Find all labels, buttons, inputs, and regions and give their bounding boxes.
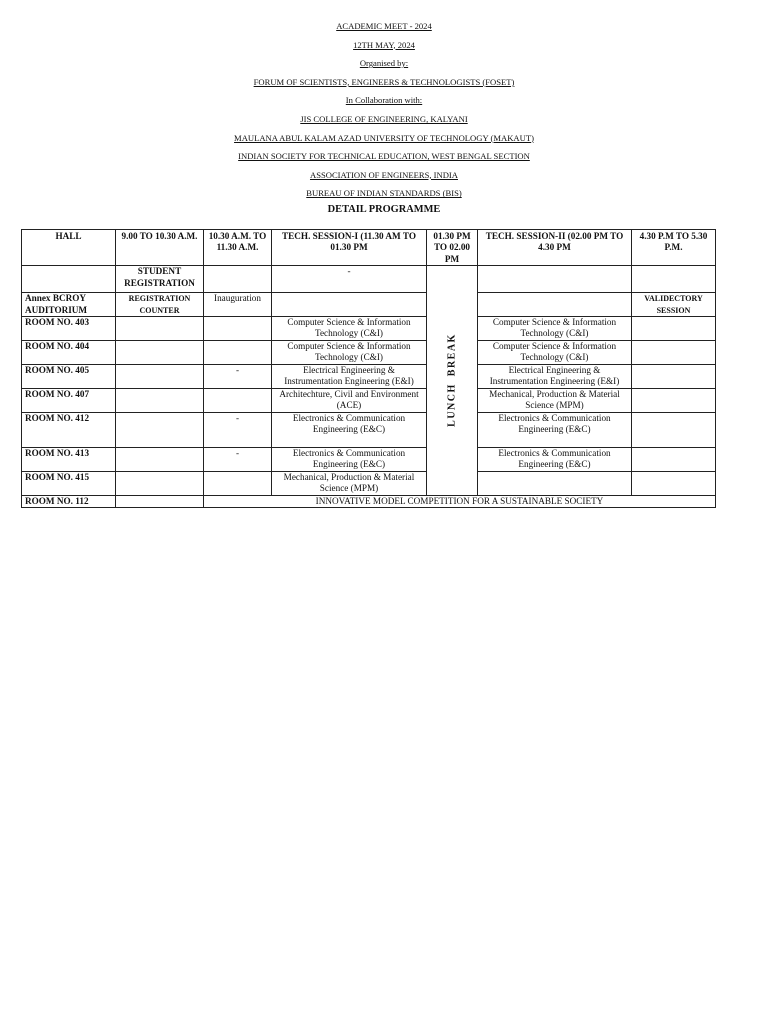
hall-cell: ROOM NO. 413: [22, 447, 116, 471]
programme-title: DETAIL PROGRAMME: [327, 204, 441, 215]
header-session-2: TECH. SESSION-II (02.00 PM TO 4.30 PM: [478, 230, 632, 266]
session-1-cell: Computer Science & Information Technology (C&I): [272, 341, 427, 365]
hall-cell: ROOM NO. 415: [22, 471, 116, 495]
header-slot-1: 9.00 TO 10.30 A.M.: [116, 230, 204, 266]
lunch-break-cell: [427, 266, 478, 495]
inauguration-cell: Inauguration: [204, 293, 272, 317]
session-1-cell: Architechture, Civil and Environment (ACE): [272, 388, 427, 412]
table-row: [22, 388, 716, 412]
programme-table: [21, 229, 716, 508]
table-row: [22, 293, 716, 317]
header-slot-last: 4.30 P.M TO 5.30 P.M.: [632, 230, 716, 266]
valedictory-cell: VALIDECTORY SESSION: [632, 293, 716, 317]
document-header: [0, 17, 768, 203]
session-2-cell: Electronics & Communication Engineering (E&C): [478, 412, 632, 447]
session-2-cell: Computer Science & Information Technology (C&I): [478, 341, 632, 365]
collaborator-bis: BUREAU OF INDIAN STANDARDS (BIS): [306, 188, 462, 199]
collaborator-makaut: MAULANA ABUL KALAM AZAD UNIVERSITY OF TECHNOLOGY (MAKAUT): [234, 132, 534, 143]
table-row: [22, 495, 716, 507]
session-2-cell: Mechanical, Production & Material Science (MPM): [478, 388, 632, 412]
session-2-cell: [478, 471, 632, 495]
table-header-row: [22, 230, 716, 266]
event-title: ACADEMIC MEET - 2024: [336, 21, 432, 31]
registration-counter-cell: REGISTRATION COUNTER: [116, 293, 204, 317]
header-lunch-slot: 01.30 PM TO 02.00 PM: [427, 230, 478, 266]
slot-2-dash: -: [204, 412, 272, 447]
collaborator-iste: INDIAN SOCIETY FOR TECHNICAL EDUCATION, WEST BENGAL SECTION: [238, 151, 530, 162]
session-2-cell: Computer Science & Information Technology (C&I): [478, 317, 632, 341]
event-date: 12TH MAY, 2024: [353, 39, 415, 50]
slot-2-dash: -: [204, 447, 272, 471]
session-1-cell: Electrical Engineering & Instrumentation Engineering (E&I): [272, 364, 427, 388]
collaborator-jis: JIS COLLEGE OF ENGINEERING, KALYANI: [300, 113, 468, 124]
slot-2-dash: -: [204, 364, 272, 388]
table-row: [22, 266, 716, 293]
session-1-dash: -: [272, 266, 427, 293]
table-row: [22, 412, 716, 447]
session-1-cell: Electronics & Communication Engineering (E&C): [272, 447, 427, 471]
table-row: [22, 471, 716, 495]
table-row: [22, 317, 716, 341]
table-row: [22, 341, 716, 365]
organised-by-label: Organised by:: [359, 58, 409, 69]
hall-cell: ROOM NO. 405: [22, 364, 116, 388]
session-2-cell: Electrical Engineering & Instrumentation Engineering (E&I): [478, 364, 632, 388]
table-row: [22, 447, 716, 471]
lunch-break-label: LUNCH BREAK: [446, 333, 458, 428]
student-registration-cell: STUDENT REGISTRATION: [116, 266, 204, 293]
hall-cell: ROOM NO. 407: [22, 388, 116, 412]
header-hall: HALL: [22, 230, 116, 266]
organiser-name: FORUM OF SCIENTISTS, ENGINEERS & TECHNOLOGISTS (FOSET): [253, 76, 515, 87]
session-1-cell: Computer Science & Information Technology (C&I): [272, 317, 427, 341]
header-session-1: TECH. SESSION-I (11.30 AM TO 01.30 PM: [272, 230, 427, 266]
session-1-cell: Mechanical, Production & Material Science (MPM): [272, 471, 427, 495]
innovative-model-competition-cell: INNOVATIVE MODEL COMPETITION FOR A SUSTAINABLE SOCIETY: [204, 495, 716, 507]
hall-cell: ROOM NO. 412: [22, 412, 116, 447]
collaborator-aei: ASSOCIATION OF ENGINEERS, INDIA: [309, 169, 458, 180]
table-row: [22, 364, 716, 388]
hall-cell: ROOM NO. 404: [22, 341, 116, 365]
collaboration-label: In Collaboration with:: [345, 95, 423, 106]
hall-cell: ROOM NO. 112: [22, 495, 116, 507]
hall-cell: ROOM NO. 403: [22, 317, 116, 341]
session-1-cell: Electronics & Communication Engineering (E&C): [272, 412, 427, 447]
session-2-cell: Electronics & Communication Engineering (E&C): [478, 447, 632, 471]
hall-cell: Annex BCROY AUDITORIUM: [22, 293, 116, 317]
header-slot-2: 10.30 A.M. TO 11.30 A.M.: [204, 230, 272, 266]
